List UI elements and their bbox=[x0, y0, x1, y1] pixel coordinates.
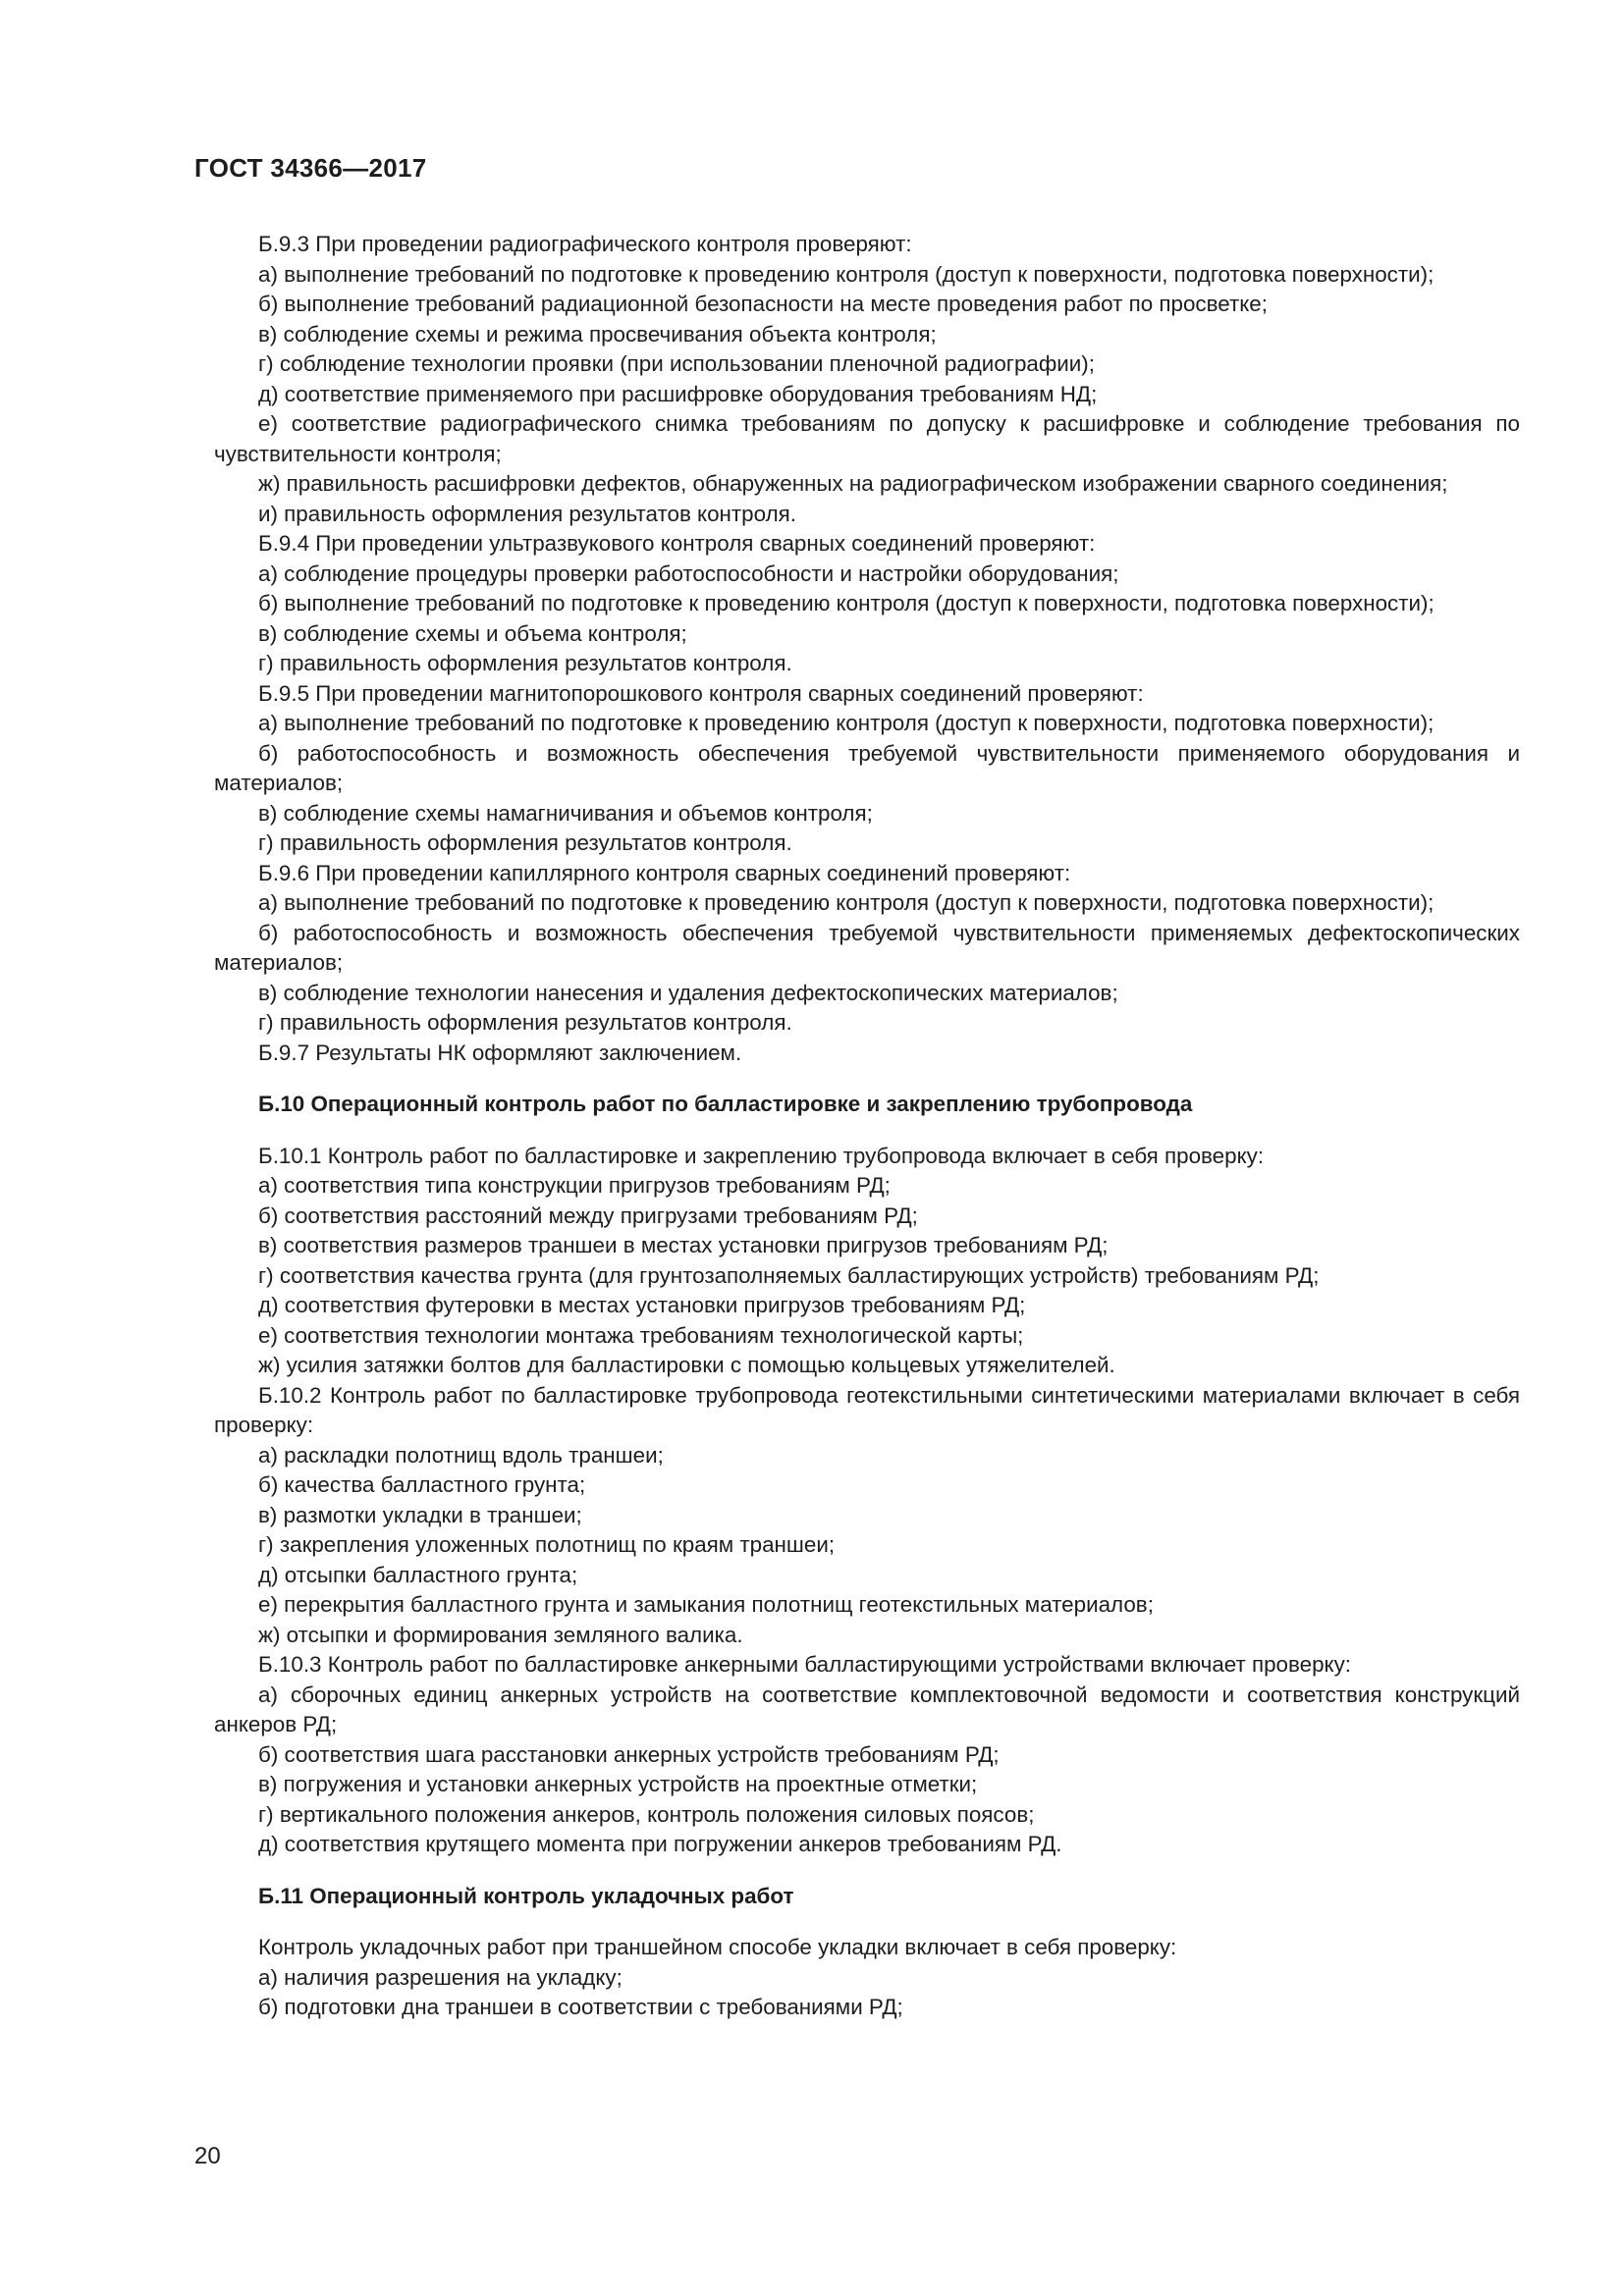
paragraph: Б.9.3 При проведении радиографического контроля проверяют: bbox=[258, 232, 912, 256]
list-item: д) соответствия крутящего момента при погружении анкеров требованиям РД. bbox=[258, 1832, 1062, 1856]
list-item: и) правильность оформления результатов контроля. bbox=[258, 501, 797, 526]
paragraph: Б.10.3 Контроль работ по балластировке анкерными балластирующими устройствами включает проверку: bbox=[258, 1652, 1352, 1677]
list-item: г) правильность оформления результатов контроля. bbox=[258, 1010, 792, 1035]
list-item: б) качества балластного грунта; bbox=[258, 1472, 586, 1497]
list-item: е) соответствия технологии монтажа требованиям технологической карты; bbox=[258, 1322, 1024, 1348]
paragraph: Б.10.1 Контроль работ по балластировке и закреплению трубопровода включает в себя проверку: bbox=[258, 1143, 1265, 1168]
paragraph: Б.9.4 При проведении ультразвукового контроля сварных соединений проверяют: bbox=[258, 531, 1096, 556]
list-item: а) соблюдение процедуры проверки работоспособности и настройки оборудования; bbox=[258, 561, 1119, 586]
list-item: а) выполнение требований по подготовке к проведению контроля (доступ к поверхности, подготовка поверхности); bbox=[258, 711, 1435, 735]
list-item: б) работоспособность и возможность обеспечения требуемой чувствительности применяемого оборудования и материалов; bbox=[214, 740, 1520, 795]
list-item: ж) правильность расшифровки дефектов, обнаруженных на радиографическом изображении сварного соединения; bbox=[258, 471, 1448, 496]
list-item: г) соблюдение технологии проявки (при использовании пленочной радиографии); bbox=[258, 351, 1095, 376]
paragraph: Б.9.6 При проведении капиллярного контроля сварных соединений проверяют: bbox=[258, 860, 1071, 885]
list-item: д) отсыпки балластного грунта; bbox=[258, 1562, 578, 1587]
list-item: б) работоспособность и возможность обеспечения требуемой чувствительности применяемых дефектоскопических материалов; bbox=[214, 920, 1520, 975]
paragraph: Контроль укладочных работ при траншейном способе укладки включает в себя проверку: bbox=[258, 1935, 1177, 1959]
list-item: в) соблюдение технологии нанесения и удаления дефектоскопических материалов; bbox=[258, 980, 1118, 1005]
paragraph: Б.10.2 Контроль работ по балластировке трубопровода геотекстильными синтетическими материалами включает в себя проверку: bbox=[214, 1382, 1520, 1437]
list-item: г) вертикального положения анкеров, контроль положения силовых поясов; bbox=[258, 1801, 1035, 1827]
list-item: б) подготовки дна траншеи в соответствии с требованиями РД; bbox=[258, 1995, 903, 2019]
list-item: г) правильность оформления результатов контроля. bbox=[258, 651, 792, 675]
list-item: д) соответствие применяемого при расшифровке оборудования требованиям НД; bbox=[258, 381, 1098, 406]
list-item: б) выполнение требований по подготовке к проведению контроля (доступ к поверхности, подготовка поверхности); bbox=[258, 591, 1435, 615]
list-item: е) перекрытия балластного грунта и замыкания полотнищ геотекстильных материалов; bbox=[258, 1592, 1154, 1617]
list-item: а) выполнение требований по подготовке к проведению контроля (доступ к поверхности, подготовка поверхности); bbox=[258, 261, 1435, 287]
list-item: в) погружения и установки анкерных устройств на проектные отметки; bbox=[258, 1772, 978, 1796]
section-heading: Б.10 Операционный контроль работ по балластировке и закреплению трубопровода bbox=[258, 1092, 1193, 1116]
list-item: а) сборочных единиц анкерных устройств на соответствие комплектовочной ведомости и соответствия конструкций анкеров РД; bbox=[214, 1682, 1520, 1736]
list-item: б) соответствия расстояний между пригрузами требованиям РД; bbox=[258, 1202, 918, 1228]
list-item: е) соответствие радиографического снимка требованиям по допуску к расшифровке и соблюдение требования по чувствительности контроля; bbox=[214, 411, 1520, 466]
list-item: в) размотки укладки в траншеи; bbox=[258, 1502, 582, 1527]
list-item: в) соблюдение схемы намагничивания и объемов контроля; bbox=[258, 800, 873, 826]
list-item: б) соответствия шага расстановки анкерных устройств требованиям РД; bbox=[258, 1741, 1000, 1767]
list-item: а) раскладки полотнищ вдоль траншеи; bbox=[258, 1442, 664, 1468]
list-item: г) закрепления уложенных полотнищ по краям траншеи; bbox=[258, 1532, 836, 1557]
list-item: ж) усилия затяжки болтов для балластировки с помощью кольцевых утяжелителей. bbox=[258, 1353, 1115, 1377]
list-item: в) соответствия размеров траншеи в местах установки пригрузов требованиям РД; bbox=[258, 1233, 1109, 1257]
list-item: а) выполнение требований по подготовке к проведению контроля (доступ к поверхности, подготовка поверхности); bbox=[258, 890, 1435, 915]
standard-designation: ГОСТ 34366—2017 bbox=[194, 153, 427, 183]
list-item: в) соблюдение схемы и объема контроля; bbox=[258, 620, 687, 646]
list-item: в) соблюдение схемы и режима просвечивания объекта контроля; bbox=[258, 321, 937, 347]
paragraph: Б.9.7 Результаты НК оформляют заключением. bbox=[258, 1040, 742, 1065]
page-number: 20 bbox=[194, 2143, 221, 2169]
list-item: а) наличия разрешения на укладку; bbox=[258, 1964, 623, 1990]
section-heading: Б.11 Операционный контроль укладочных работ bbox=[258, 1883, 794, 1908]
document-body bbox=[214, 230, 1520, 2023]
paragraph: Б.9.5 При проведении магнитопорошкового контроля сварных соединений проверяют: bbox=[258, 680, 1144, 706]
list-item: г) соответствия качества грунта (для грунтозаполняемых балластирующих устройств) требованиям РД; bbox=[258, 1262, 1320, 1288]
list-item: б) выполнение требований радиационной безопасности на месте проведения работ по просветке; bbox=[258, 292, 1268, 316]
list-item: г) правильность оформления результатов контроля. bbox=[258, 830, 792, 855]
list-item: д) соответствия футеровки в местах установки пригрузов требованиям РД; bbox=[258, 1293, 1026, 1317]
list-item: ж) отсыпки и формирования земляного валика. bbox=[258, 1622, 743, 1647]
list-item: а) соответствия типа конструкции пригрузов требованиям РД; bbox=[258, 1173, 891, 1198]
